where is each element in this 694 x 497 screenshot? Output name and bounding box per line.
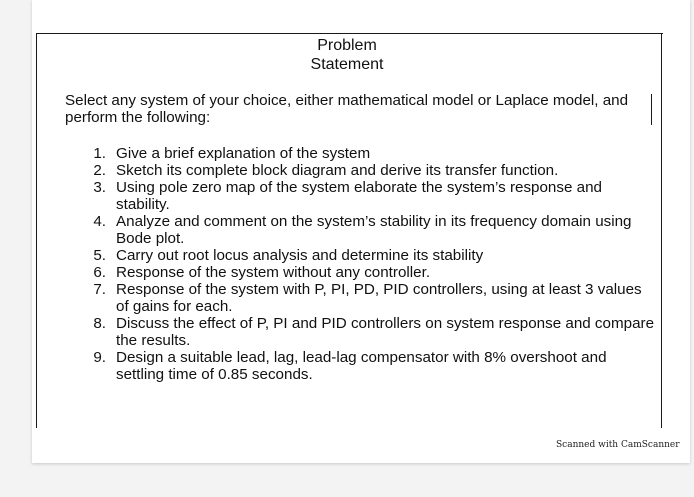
list-item-text: Response of the system without any controller.	[116, 264, 431, 281]
task-list	[90, 145, 658, 383]
title-line-1: Problem	[317, 37, 377, 54]
list-item	[90, 349, 658, 383]
list-item	[90, 281, 658, 315]
list-item-number: 6.	[93, 264, 106, 281]
list-item	[90, 315, 658, 349]
frame-right-border	[661, 33, 662, 428]
list-item	[90, 162, 658, 179]
list-item-text: Carry out root locus analysis and determine its stability	[116, 247, 484, 264]
list-item-text: Design a suitable lead, lag, lead-lag compensator with 8% overshoot and settling time of 0.85 seconds.	[116, 349, 607, 383]
list-item-text: Using pole zero map of the system elaborate the system’s response and stability.	[116, 179, 602, 213]
list-item	[90, 179, 658, 213]
list-item-text: Sketch its complete block diagram and derive its transfer function.	[116, 162, 559, 179]
intro-paragraph: Select any system of your choice, either mathematical model or Laplace model, and perform the following:	[65, 92, 629, 126]
list-item-number: 9.	[93, 349, 106, 366]
list-item-number: 5.	[93, 247, 106, 264]
list-item-number: 8.	[93, 315, 106, 332]
list-item-number: 4.	[93, 213, 106, 230]
list-item	[90, 247, 658, 264]
list-item-number: 3.	[93, 179, 106, 196]
list-item	[90, 145, 658, 162]
text-cursor-bar	[651, 94, 652, 125]
list-item-text: Give a brief explanation of the system	[116, 145, 371, 162]
title-line-2: Statement	[310, 56, 384, 73]
list-item-number: 2.	[93, 162, 106, 179]
frame-left-border	[36, 33, 37, 428]
list-item-text: Response of the system with P, PI, PD, PID controllers, using at least 3 values of gains for each.	[116, 281, 642, 315]
list-item-number: 1.	[93, 145, 106, 162]
list-item-number: 7.	[93, 281, 106, 298]
scanner-watermark: Scanned with CamScanner	[556, 440, 680, 450]
frame-top-border	[36, 33, 663, 34]
list-item-text: Discuss the effect of P, PI and PID controllers on system response and compare the results.	[116, 315, 655, 349]
list-item-text: Analyze and comment on the system’s stability in its frequency domain using Bode plot.	[116, 213, 632, 247]
list-item	[90, 264, 658, 281]
list-item	[90, 213, 658, 247]
